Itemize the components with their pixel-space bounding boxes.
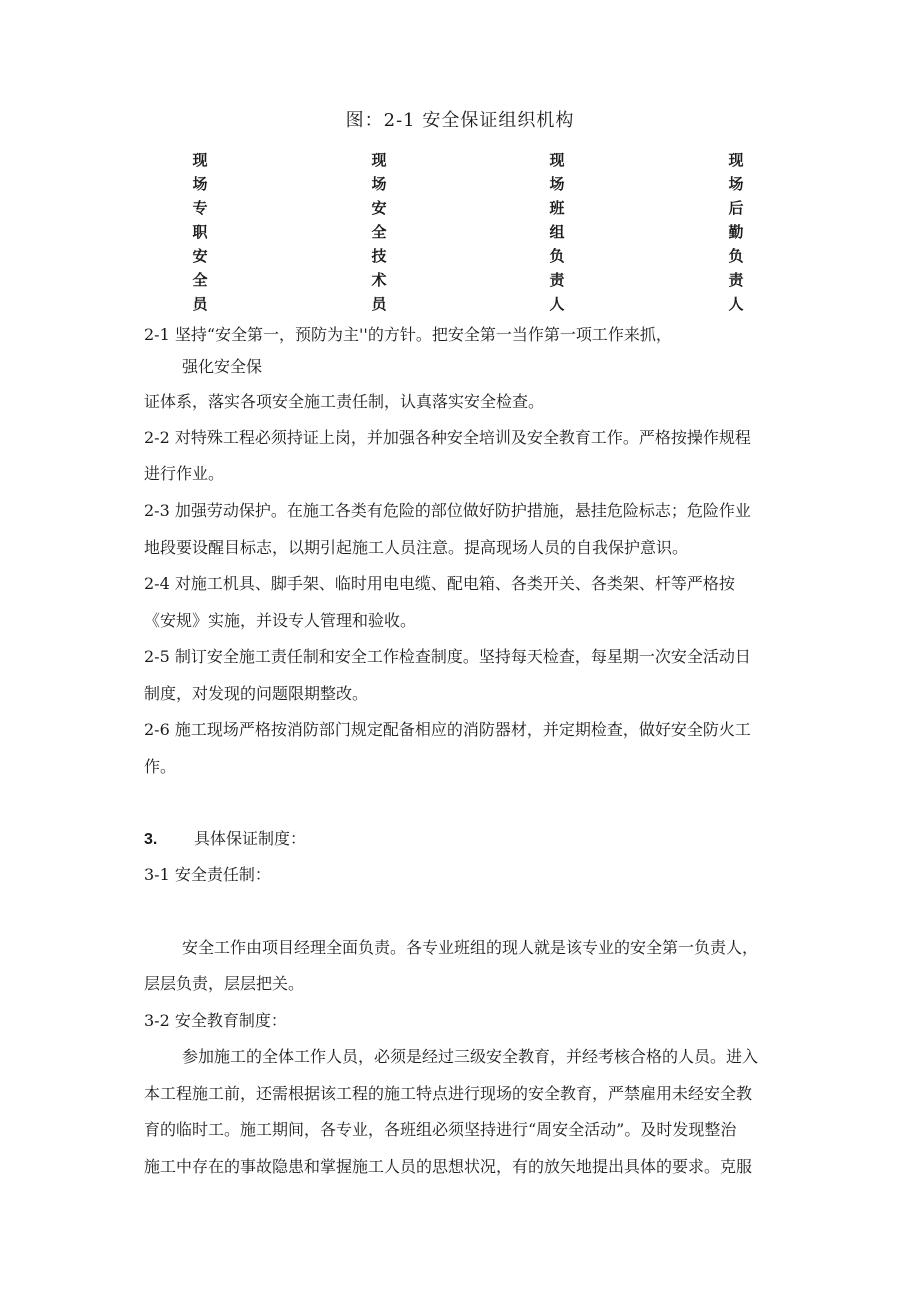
section-3-1-line-2: 层层负责，层层把关。 xyxy=(144,974,305,993)
paragraph-2-3-line-1: 2-3 加强劳动保护。在施工各类有危险的部位做好防护措施，悬挂危险标志；危险作业 xyxy=(144,501,751,520)
org-box-char: 全 xyxy=(192,271,208,289)
org-box-char: 场 xyxy=(371,175,387,193)
paragraph-2-1-line-1: 2-1 坚持“安全第一，预防为主''的方针。把安全第一当作第一项工作来抓， xyxy=(144,325,672,344)
org-box-char: 场 xyxy=(549,175,565,193)
section-3-1-title: 3-1 安全责任制： xyxy=(144,865,271,884)
section-3-2-line-4: 施工中存在的事故隐患和掌握施工人员的思想状况，有的放矢地提出具体的要求。克服 xyxy=(144,1157,753,1176)
section-3-heading xyxy=(144,821,306,858)
org-box-char: 现 xyxy=(371,151,387,169)
org-box-char: 现 xyxy=(728,151,744,169)
org-box-char: 班 xyxy=(549,199,565,217)
org-box-char: 负 xyxy=(728,247,744,265)
section-3-1-line-1: 安全工作由项目经理全面负责。各专业班组的现人就是该专业的安全第一负责人， xyxy=(182,938,759,957)
section-3-title: 具体保证制度： xyxy=(194,829,307,848)
paragraph-2-3-line-2: 地段要设醒目标志，以期引起施工人员注意。提高现场人员的自我保护意识。 xyxy=(144,538,689,557)
org-box-char: 责 xyxy=(728,271,744,289)
paragraph-2-1-line-3: 证体系，落实各项安全施工责任制，认真落实安全检查。 xyxy=(144,392,545,411)
org-box-char: 勤 xyxy=(728,223,744,241)
paragraph-2-5-line-2: 制度，对发现的问题限期整改。 xyxy=(144,684,369,703)
section-3-2-title: 3-2 安全教育制度： xyxy=(144,1011,287,1030)
org-box-logistics-leader xyxy=(724,148,748,316)
org-box-char: 组 xyxy=(549,223,565,241)
org-box-char: 安 xyxy=(192,247,208,265)
org-box-char: 场 xyxy=(192,175,208,193)
org-box-team-leader xyxy=(545,148,569,316)
org-box-char: 技 xyxy=(371,247,387,265)
org-box-char: 全 xyxy=(371,223,387,241)
org-box-char: 场 xyxy=(728,175,744,193)
org-box-char: 术 xyxy=(371,271,387,289)
org-box-char: 后 xyxy=(728,199,744,217)
org-box-char: 人 xyxy=(728,295,744,313)
org-box-char: 专 xyxy=(192,199,208,217)
section-3-2-line-2: 本工程施工前，还需根据该工程的施工特点进行现场的安全教育，严禁雇用未经安全教 xyxy=(144,1084,753,1103)
paragraph-2-2-line-2: 进行作业。 xyxy=(144,464,225,483)
org-box-char: 员 xyxy=(371,295,387,313)
figure-title: 图：2-1 安全保证组织机构 xyxy=(345,110,575,131)
org-box-char: 职 xyxy=(192,223,208,241)
org-box-char: 责 xyxy=(549,271,565,289)
section-3-number: 3. xyxy=(144,831,158,848)
org-box-char: 员 xyxy=(192,295,208,313)
org-box-safety-officer xyxy=(188,148,212,316)
paragraph-2-6-line-2: 作。 xyxy=(144,757,177,776)
paragraph-2-4-line-2: 《安规》实施，并设专人管理和验收。 xyxy=(144,611,417,630)
paragraph-2-6-line-1: 2-6 施工现场严格按消防部门规定配备相应的消防器材，并定期检查，做好安全防火工 xyxy=(144,720,751,739)
org-box-char: 现 xyxy=(192,151,208,169)
section-3-2-line-1: 参加施工的全体工作人员，必须是经过三级安全教育，并经考核合格的人员。进入 xyxy=(182,1047,759,1066)
org-box-char: 人 xyxy=(549,295,565,313)
org-box-char: 安 xyxy=(371,199,387,217)
org-box-safety-technician xyxy=(367,148,391,316)
paragraph-2-4-line-1: 2-4 对施工机具、脚手架、临时用电电缆、配电箱、各类开关、各类架、杆等严格按 xyxy=(144,574,735,593)
paragraph-2-2-line-1: 2-2 对特殊工程必须持证上岗，并加强各种安全培训及安全教育工作。严格按操作规程 xyxy=(144,428,751,447)
paragraph-2-1-line-2: 强化安全保 xyxy=(182,357,263,376)
section-3-2-line-3: 育的临时工。施工期间，各专业，各班组必须坚持进行“周安全活动”。及时发现整治 xyxy=(144,1120,737,1139)
paragraph-2-5-line-1: 2-5 制订安全施工责任制和安全工作检查制度。坚持每天检查，每星期一次安全活动日 xyxy=(144,647,751,666)
org-box-char: 现 xyxy=(549,151,565,169)
org-box-char: 负 xyxy=(549,247,565,265)
